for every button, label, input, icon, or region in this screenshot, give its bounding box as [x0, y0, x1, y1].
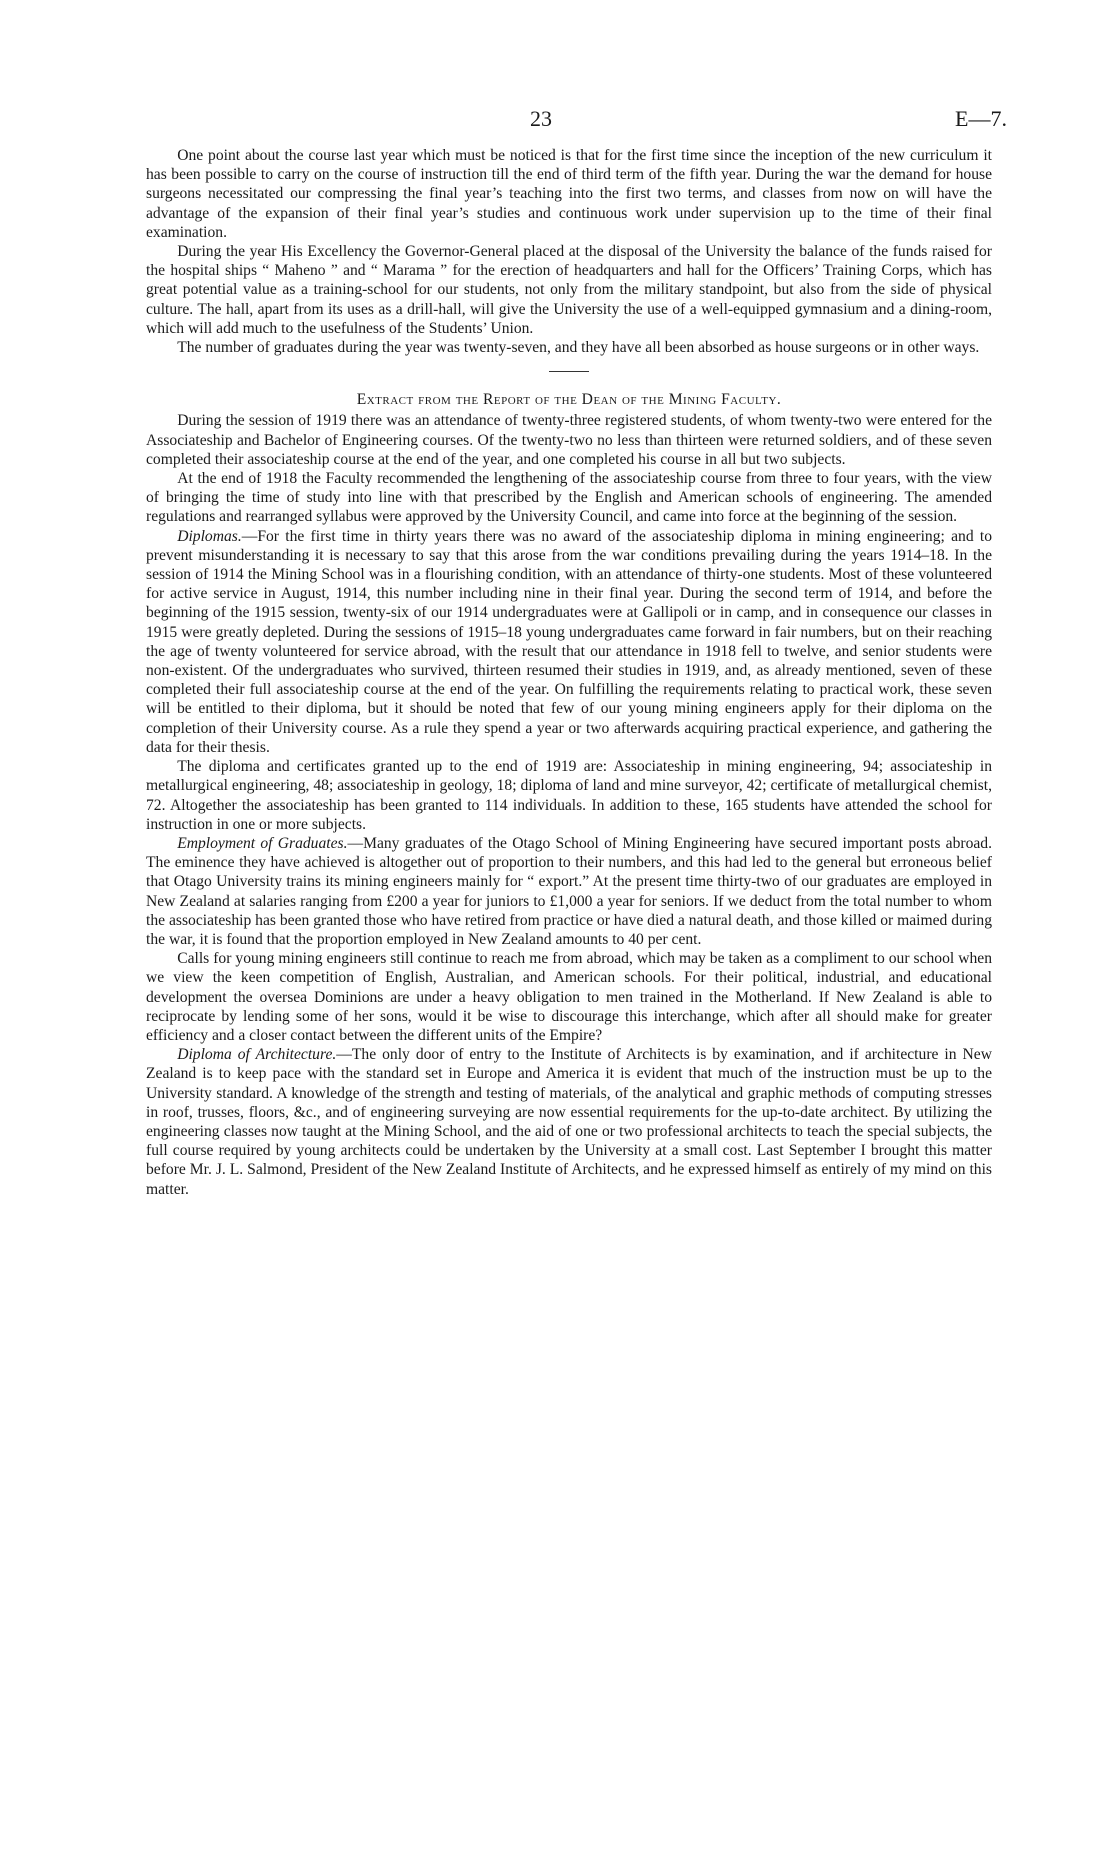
paragraph-lead: Diploma of Architecture. — [177, 1046, 337, 1064]
series-code: E—7. — [955, 106, 1007, 131]
paragraph: During the year His Excellency the Governor-General placed at the disposal of the University the balance of the funds raised for the hospital ships “ Maheno ” and “ Marama ” for the erection of headquarters and hall for the Officers’ Training Corps, which has great potential value as a training-school for our students, not only from the military standpoint, but also from the side of physical culture. The hall, apart from its uses as a drill-hall, will give the University the use of a well-equipped gymnasium and a dining-room, which will add much to the usefulness of the Students’ Union. — [146, 243, 992, 337]
paragraph-text: Calls for young mining engineers still continue to reach me from abroad, which may be taken as a compliment to our school when we view the keen competition of English, Australian, and American schools. For their political, industrial, and educational development the oversea Dominions are under a heavy obligation to men trained in the Motherland. If New Zealand is able to reciprocate by lending some of her sons, would it be wise to discourage this interchange, which after all should make for greater efficiency and a closer contact between the different units of the Empire? — [146, 950, 992, 1044]
paragraph-lead: Employment of Graduates. — [177, 834, 348, 852]
paragraph-lead: Diplomas. — [177, 527, 242, 545]
paragraph-text: —For the first time in thirty years there was no award of the associateship diploma in mining engineering; and to prevent misunderstanding it is necessary to say that this arose from the war conditions prevailing during the years 1914–18. In the session of 1914 the Mining School was in a flourishing condition, with an attendance of thirty-one students. Most of these volunteered for active service in August, 1914, this number including nine in their final year. During the second term of 1914, and before the beginning of the 1915 session, twenty-six of our 1914 undergraduates were at Gallipoli or in camp, and in consequence our classes in 1915 were greatly depleted. During the sessions of 1915–18 young undergraduates came forward in fair numbers, but on their reaching the age of twenty volunteered for service abroad, with the result that our attendance in 1918 fell to twelve, and senior students were non-existent. Of the undergraduates who survived, thirteen resumed their studies in 1919, and, as already mentioned, seven of these completed their full associateship course at the end of the year. On fulfilling the requirements relating to practical work, these seven will be entitled to their diploma, but it should be noted that few of our young mining engineers apply for their diploma on the completion of their University course. As a rule they spend a year or two afterwards acquiring practical experience, and gathering the data for their thesis. — [146, 527, 992, 756]
paragraph-text: —The only door of entry to the Institute of Architects is by examination, and if architecture in New Zealand is to keep pace with the standard set in Europe and America it is evident that much of the instruction must be up to the University standard. A knowledge of the strength and testing of materials, of the analytical and graphic methods of computing stresses in roof, trusses, floors, &c., and of engineering surveying are now essential requirements for the up-to-date architect. By utilizing the engineering classes now taught at the Mining School, and the aid of one or two professional architects to teach the special subjects, the full course required by young architects could be undertaken by the University at a small cost. Last September I brought this matter before Mr. J. L. Salmond, President of the New Zealand Institute of Architects, and he expressed himself as entirely of my mind on this matter. — [146, 1046, 992, 1198]
section-heading: Extract from the Report of the Dean of the Mining Faculty. — [356, 391, 782, 409]
paragraph-text: At the end of 1918 the Faculty recommended the lengthening of the associateship course from three to four years, with the view of bringing the time of study into line with that prescribed by the English and American schools of engineering. The amended regulations and rearranged syllabus were approved by the University Council, and came into force at the beginning of the session. — [146, 470, 992, 526]
paragraph — [146, 527, 992, 757]
paragraph — [146, 1045, 992, 1199]
paragraph-text: The diploma and certificates granted up to the end of 1919 are: Associateship in mining engineering, 94; associateship in metallurgical engineering, 48; associateship in geology, 18; diploma of land and mine surveyor, 42; certificate of metallurgical chemist, 72. Altogether the associateship has been granted to 114 individuals. In addition to these, 165 students have attended the school for instruction in one or more subjects. — [146, 758, 992, 833]
paragraph-text: —Many graduates of the Otago School of Mining Engineering have secured important posts abroad. The eminence they have achieved is altogether out of proportion to their numbers, and this had led to the general but erroneous belief that Otago University trains its mining engineers mainly for “ export.” At the present time thirty-two of our graduates are employed in New Zealand at salaries ranging from £200 a year for juniors to £1,000 a year for seniors. If we deduct from the total number to whom the associateship has been granted those who have retired from practice or have died a natural death, and those killed or maimed during the war, it is found that the proportion employed in New Zealand amounts to 40 per cent. — [146, 834, 992, 948]
paragraph — [146, 949, 992, 1045]
paragraph — [146, 757, 992, 834]
page-body — [146, 146, 992, 1199]
paragraph-text: During the session of 1919 there was an attendance of twenty-three registered students, of whom twenty-two were entered for the Associateship and Bachelor of Engineering courses. Of the twenty-two no less than thirteen were returned soldiers, and of these seven completed their associateship course at the end of the year, and one completed his course in all but two subjects. — [146, 412, 992, 468]
page-header — [0, 106, 1114, 136]
paragraph — [146, 469, 992, 527]
paragraph — [146, 411, 992, 469]
paragraph — [146, 834, 992, 949]
section-divider — [549, 371, 589, 372]
page-number: 23 — [530, 106, 552, 131]
paragraph: One point about the course last year which must be noticed is that for the first time since the inception of the new curriculum it has been possible to carry on the course of instruction till the end of third term of the fifth year. During the war the demand for house surgeons necessitated our compressing the final year’s teaching into the first two terms, and classes from now on will have the advantage of the expansion of their final year’s studies and continuous work under supervision up to the time of their final examination. — [146, 147, 992, 241]
paragraph: The number of graduates during the year was twenty-seven, and they have all been absorbed as house surgeons or in other ways. — [177, 339, 980, 357]
